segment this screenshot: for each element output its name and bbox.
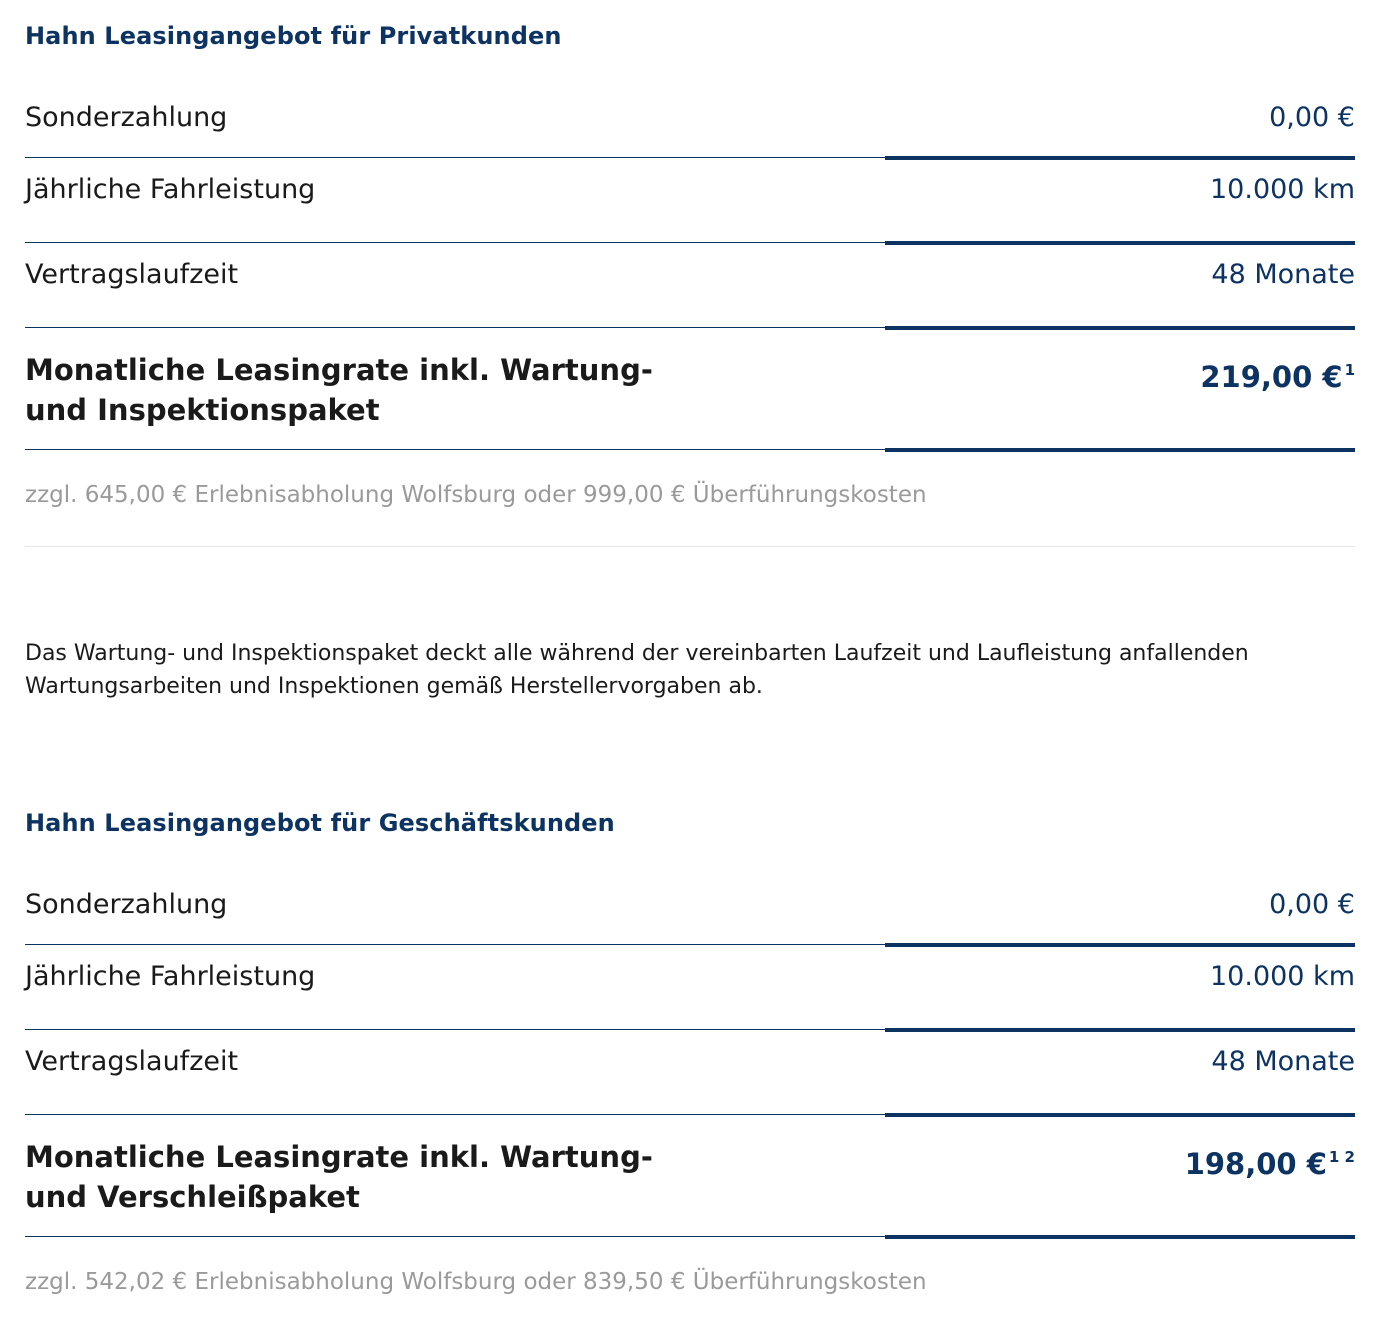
private-row-monthly-rate [25,328,1355,450]
private-offer-note: zzgl. 645,00 € Erlebnisabholung Wolfsburg oder 999,00 € Überführungskosten [25,482,927,508]
private-offer-title: Hahn Leasingangebot für Privatkunden [25,22,562,50]
row-label: Vertragslaufzeit [25,1046,239,1077]
row-value: 10.000 km [1210,174,1355,205]
business-offer-note: zzgl. 542,02 € Erlebnisabholung Wolfsburg oder 839,50 € Überführungskosten [25,1269,927,1295]
row-value: 0,00 € [1269,889,1355,920]
business-row-monthly-rate [25,1115,1355,1237]
monthly-rate-amount: 219,00 € [1200,360,1343,394]
business-offer-section [25,787,1355,1325]
business-row-down-payment [25,859,1355,945]
footnote-marker: 1 2 [1328,1148,1355,1166]
row-value: 10.000 km [1210,961,1355,992]
row-label: Jährliche Fahrleistung [25,174,316,205]
row-value: 48 Monate [1211,1046,1355,1077]
monthly-rate-amount: 198,00 € [1184,1147,1327,1181]
business-offer-title: Hahn Leasingangebot für Geschäftskunden [25,809,615,837]
leasing-offers [25,0,1355,1325]
monthly-rate-label: Monatliche Leasingrate inkl. Wartung- und Inspektionspaket [25,353,653,427]
private-row-down-payment [25,72,1355,158]
row-label: Jährliche Fahrleistung [25,961,316,992]
row-label: Sonderzahlung [25,889,228,920]
business-row-annual-mileage [25,945,1355,1030]
row-value: 48 Monate [1211,259,1355,290]
package-description: Das Wartung- und Inspektionspaket deckt alle während der vereinbarten Laufzeit und Laufleistung anfallenden Wartungsarbeiten und Inspektionen gemäß Herstellervorgaben ab. [25,641,1249,699]
monthly-rate-value [1200,328,1355,397]
row-label: Vertragslaufzeit [25,259,239,290]
business-row-contract-term [25,1030,1355,1115]
footnote-marker: 1 [1344,361,1355,379]
private-row-contract-term [25,243,1355,328]
row-value: 0,00 € [1269,102,1355,133]
divider [25,546,1355,547]
monthly-rate-label: Monatliche Leasingrate inkl. Wartung- und Verschleißpaket [25,1140,653,1214]
row-label: Sonderzahlung [25,102,228,133]
private-offer-section [25,0,1355,547]
private-row-annual-mileage [25,158,1355,243]
monthly-rate-value [1185,1115,1355,1184]
